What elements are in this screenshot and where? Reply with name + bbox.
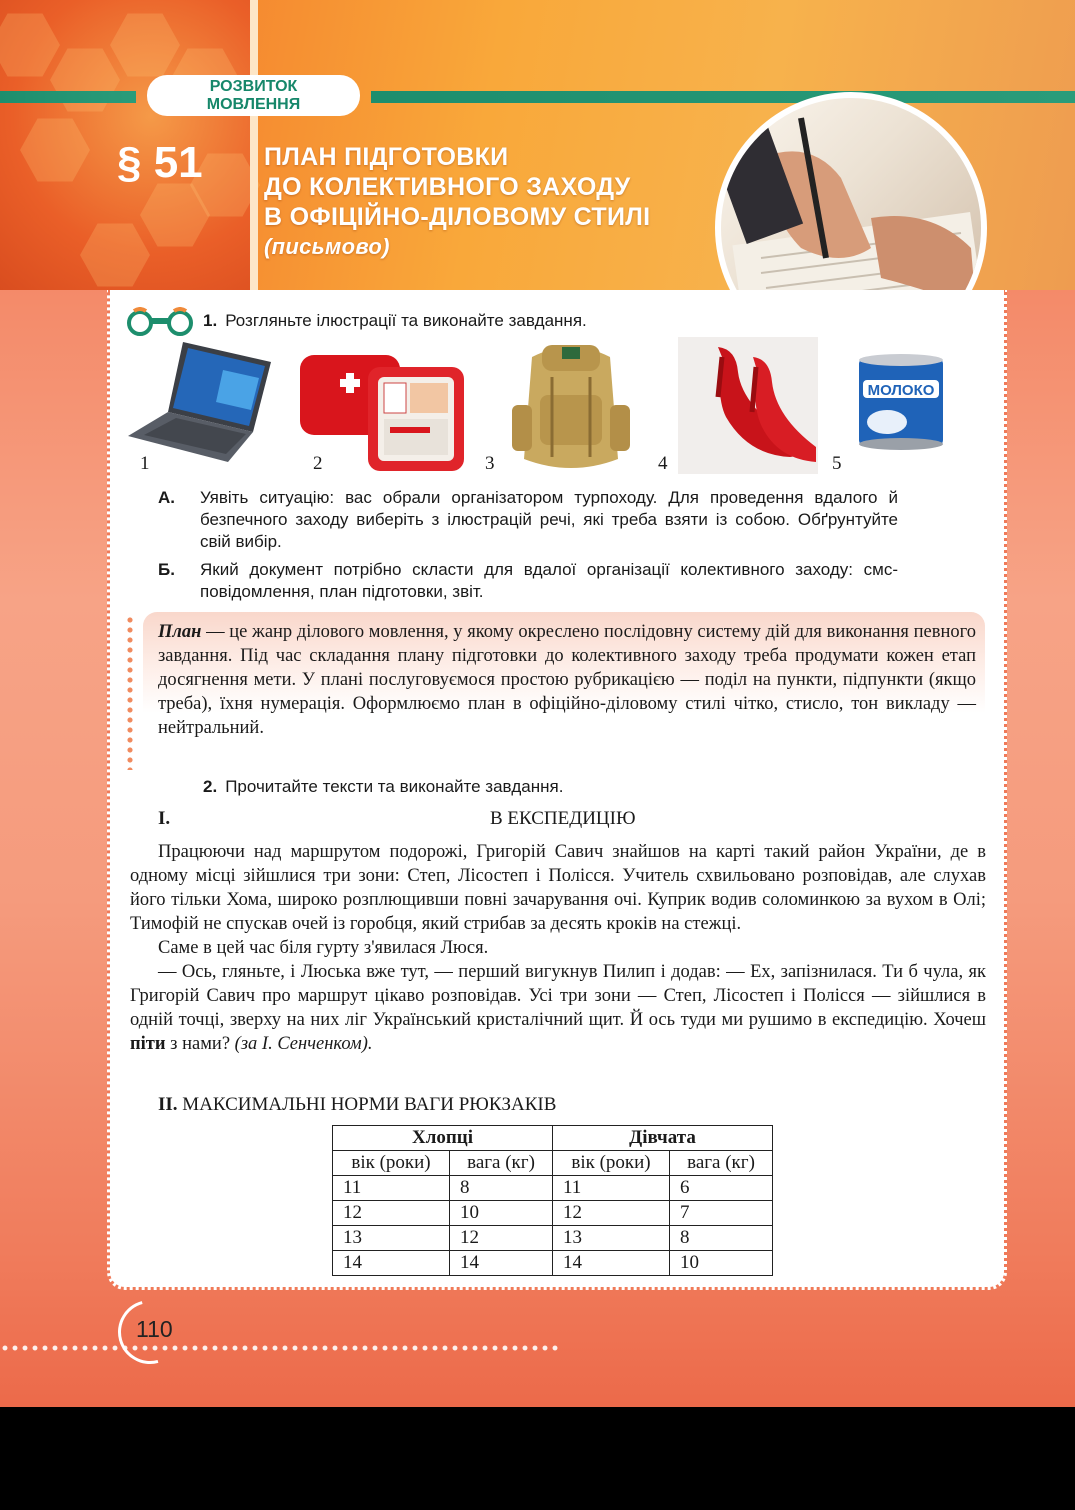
high-heels-icon [678, 337, 818, 474]
task-2: 2. Прочитайте тексти та виконайте завдання. [203, 777, 564, 796]
backpack-weight-table [332, 1125, 773, 1276]
table-row: 11 8 11 6 [333, 1176, 773, 1201]
table-row: 14 14 14 10 [333, 1251, 773, 1276]
question-a: А. Уявіть ситуацію: вас обрали організатором турпоходу. Для проведення вдалого й безпечного заходу виберіть з ілюстрацій речі, які треба взяти із собою. Обґрунтуйте свій вибір. [158, 488, 898, 551]
image-number: 5 [832, 453, 842, 474]
table-column-header: вік (роки) [333, 1151, 450, 1176]
paragraph-number: § 51 [117, 138, 203, 187]
table-row: 12 10 12 7 [333, 1201, 773, 1226]
image-number: 1 [140, 453, 150, 474]
can-label: МОЛОКО [867, 382, 935, 399]
rule-dots [127, 615, 133, 770]
chapter-header [0, 0, 1075, 290]
backpack-icon [512, 337, 630, 477]
image-number: 4 [658, 453, 668, 474]
table-row: 13 12 13 8 [333, 1226, 773, 1251]
first-aid-kit-icon [298, 347, 466, 475]
image-number: 2 [313, 453, 323, 474]
header-stripe [0, 91, 136, 103]
footer-dots [0, 1344, 560, 1352]
page-number: 110 [136, 1316, 173, 1342]
task-1: 1. Розгляньте ілюстрації та виконайте завдання. [203, 311, 587, 330]
question-b: Б. Який документ потрібно скласти для вдалої організації колективного заходу: смс-повідомлення, план підготовки, звіт. [158, 560, 898, 601]
rule-text: План — це жанр ділового мовлення, у якому окреслено послідовну систему дій для виконання певного завдання. Під час складання плану підготовки до колективного заходу треба продумати кожен етап досягнення мети. У плані послуговуємося простою рубрикацією — поділ на пункти, підпункти (якщо треба), їхня нумерація. Оформлюємо план в офіційно-діловому стилі чітко, стисло, тон викладу — нейтральний. [158, 622, 976, 738]
condensed-milk-can-icon [857, 352, 945, 452]
text-1-body: Працюючи над маршрутом подорожі, Григорій Савич знайшов на карті такий район України, де в одному місці зійшлися три зони: Степ, Лісостеп і Полісся. Учитель схвильовано розповідав, але слухав його тільки Хома, широко розплющивши повні зачарування очі. Куприк водив соломинкою за вухом в Олі; Тимофій не спускав очей із горобця, який стрибав за десять кроків на стежці. Саме в цей час біля гурту з'явилася Люся. — Ось, гляньте, і Люська вже тут, — перший вигукнув Пилип і додав: — Ех, запізнилася. Ти б чула, як Григорій Савич про маршрут цікаво розповідав. Усі три зони — Степ, Лісостеп і Полісся — зійшлися в одній точці, зверху на них ліг Український кристалічний щит. Й ось туди ми рушимо в експедицію. Хочеш піти з нами? (за І. Сенченком). [130, 842, 986, 1054]
chapter-title: ПЛАН ПІДГОТОВКИ ДО КОЛЕКТИВНОГО ЗАХОДУ В ОФІЦІЙНО-ДІЛОВОМУ СТИЛІ (письмово) [264, 143, 651, 259]
image-number: 3 [485, 453, 495, 474]
laptop-icon [128, 340, 273, 462]
binoculars-icon [126, 307, 194, 337]
table-group-header: Хлопці [333, 1126, 553, 1151]
section-badge: РОЗВИТОК МОВЛЕННЯ [147, 75, 360, 116]
table-column-header: вага (кг) [670, 1151, 773, 1176]
table-column-header: вага (кг) [450, 1151, 553, 1176]
header-stripe [371, 91, 1075, 103]
text-1-label: I. [158, 808, 171, 829]
text-2-heading: II. МАКСИМАЛЬНІ НОРМИ ВАГИ РЮКЗАКІВ [158, 1094, 557, 1115]
table-group-header: Дівчата [553, 1126, 773, 1151]
table-column-header: вік (роки) [553, 1151, 670, 1176]
text-1-title: В ЕКСПЕДИЦІЮ [490, 808, 636, 829]
